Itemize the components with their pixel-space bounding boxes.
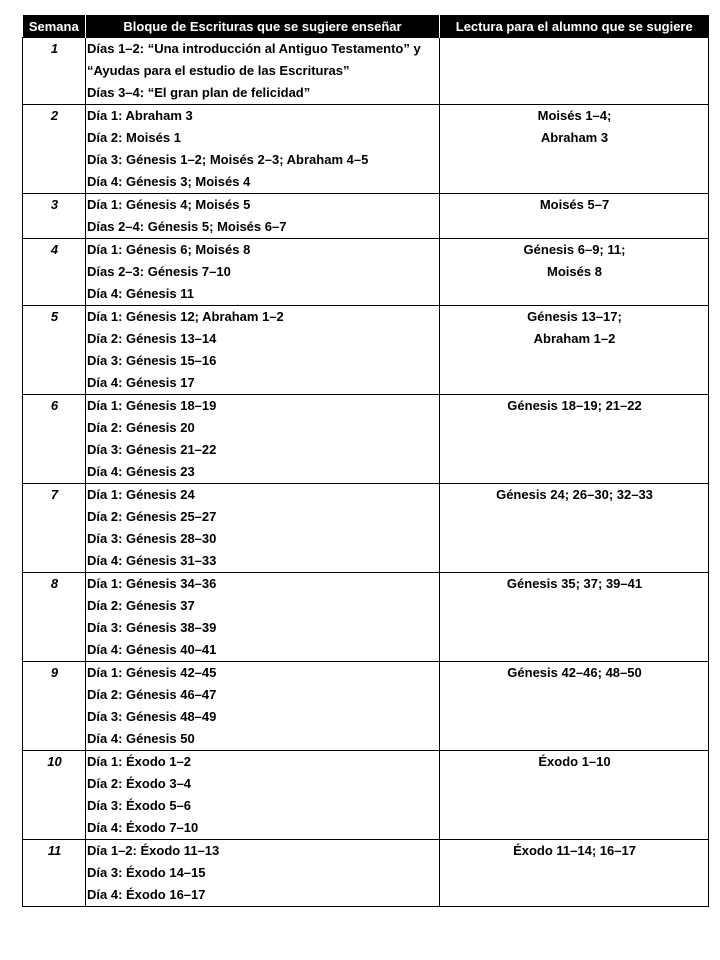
scripture-block-line: Día 3: Génesis 28–30: [87, 531, 217, 546]
student-reading-line: Éxodo 1–10: [538, 754, 611, 769]
scripture-block-cell: [86, 194, 440, 239]
scripture-block-line: Día 4: Génesis 50: [87, 731, 195, 746]
student-reading-cell: [440, 306, 709, 395]
scripture-block-line: “Ayudas para el estudio de las Escrituras”: [87, 63, 350, 78]
scripture-block-line: Día 2: Génesis 25–27: [87, 509, 217, 524]
scripture-block-line: Día 1: Génesis 42–45: [87, 665, 217, 680]
week-number: 8: [23, 573, 86, 662]
header-week: Semana: [23, 15, 86, 38]
table-row: [23, 751, 709, 840]
table-row: [23, 662, 709, 751]
header-scripture-block: Bloque de Escrituras que se sugiere enseñar: [86, 15, 440, 38]
schedule-table: [22, 15, 709, 907]
student-reading-line: Moisés 1–4;: [537, 108, 612, 123]
student-reading-cell: [440, 239, 709, 306]
scripture-block-line: Día 2: Génesis 13–14: [87, 331, 217, 346]
table-row: [23, 239, 709, 306]
scripture-block-line: Día 3: Éxodo 14–15: [87, 865, 206, 880]
scripture-block-line: Día 4: Génesis 40–41: [87, 642, 217, 657]
student-reading-line: Moisés 8: [547, 264, 602, 279]
student-reading-line: Moisés 5–7: [539, 197, 610, 212]
scripture-block-line: Días 2–4: Génesis 5; Moisés 6–7: [87, 219, 287, 234]
student-reading-line: Génesis 6–9; 11;: [523, 242, 626, 257]
student-reading-line: Éxodo 11–14; 16–17: [513, 843, 636, 858]
student-reading-line: Génesis 35; 37; 39–41: [506, 576, 643, 591]
scripture-block-line: Día 3: Génesis 38–39: [87, 620, 217, 635]
week-number: 10: [23, 751, 86, 840]
student-reading-cell: [440, 105, 709, 194]
scripture-block-line: Día 4: Génesis 23: [87, 464, 195, 479]
student-reading-cell: [440, 573, 709, 662]
scripture-block-line: Día 1: Génesis 4; Moisés 5: [87, 197, 251, 212]
table-row: [23, 840, 709, 907]
table-row: [23, 38, 709, 105]
scripture-block-line: Día 2: Moisés 1: [87, 130, 181, 145]
scripture-block-line: Día 4: Éxodo 7–10: [87, 820, 199, 835]
student-reading-cell: [440, 484, 709, 573]
scripture-block-cell: [86, 239, 440, 306]
student-reading-line: Abraham 1–2: [533, 331, 616, 346]
scripture-block-line: Día 1: Abraham 3: [87, 108, 193, 123]
scripture-block-line: Día 2: Éxodo 3–4: [87, 776, 192, 791]
scripture-block-line: Día 3: Éxodo 5–6: [87, 798, 192, 813]
week-number: 1: [23, 38, 86, 105]
student-reading-line: Abraham 3: [540, 130, 609, 145]
scripture-block-cell: [86, 662, 440, 751]
scripture-block-line: Días 3–4: “El gran plan de felicidad”: [87, 85, 311, 100]
scripture-block-cell: [86, 751, 440, 840]
scripture-block-line: Días 1–2: “Una introducción al Antiguo Testamento” y: [87, 41, 421, 56]
week-number: 3: [23, 194, 86, 239]
scripture-block-cell: [86, 38, 440, 105]
scripture-block-line: Día 2: Génesis 20: [87, 420, 195, 435]
week-number: 9: [23, 662, 86, 751]
student-reading-line: Génesis 42–46; 48–50: [507, 665, 642, 680]
student-reading-line: Génesis 13–17;: [527, 309, 622, 324]
scripture-block-cell: [86, 395, 440, 484]
week-number: 6: [23, 395, 86, 484]
week-number: 2: [23, 105, 86, 194]
table-row: [23, 573, 709, 662]
student-reading-cell: [440, 38, 709, 105]
scripture-block-line: Día 4: Génesis 3; Moisés 4: [87, 174, 251, 189]
schedule-body: [23, 38, 709, 907]
student-reading-cell: [440, 751, 709, 840]
table-row: [23, 306, 709, 395]
scripture-block-line: Días 2–3: Génesis 7–10: [87, 264, 231, 279]
scripture-block-line: Día 4: Génesis 31–33: [87, 553, 217, 568]
scripture-block-line: Día 3: Génesis 1–2; Moisés 2–3; Abraham 4–5: [87, 152, 369, 167]
scripture-block-line: Día 2: Génesis 37: [87, 598, 195, 613]
student-reading-cell: [440, 395, 709, 484]
scripture-block-cell: [86, 840, 440, 907]
scripture-block-cell: [86, 573, 440, 662]
table-row: [23, 105, 709, 194]
student-reading-line: Génesis 24; 26–30; 32–33: [496, 487, 653, 502]
week-number: 7: [23, 484, 86, 573]
scripture-block-cell: [86, 484, 440, 573]
scripture-block-line: Día 1: Génesis 6; Moisés 8: [87, 242, 251, 257]
scripture-block-line: Día 3: Génesis 48–49: [87, 709, 217, 724]
week-number: 11: [23, 840, 86, 907]
scripture-block-line: Día 4: Génesis 11: [87, 286, 194, 301]
scripture-block-line: Día 1: Éxodo 1–2: [87, 754, 192, 769]
student-reading-line: Génesis 18–19; 21–22: [507, 398, 642, 413]
table-row: [23, 395, 709, 484]
scripture-block-line: Día 1–2: Éxodo 11–13: [87, 843, 220, 858]
header-row: [23, 15, 709, 38]
student-reading-cell: [440, 194, 709, 239]
scripture-block-line: Día 4: Génesis 17: [87, 375, 195, 390]
scripture-block-line: Día 4: Éxodo 16–17: [87, 887, 206, 902]
scripture-block-line: Día 2: Génesis 46–47: [87, 687, 217, 702]
scripture-block-cell: [86, 105, 440, 194]
scripture-block-line: Día 1: Génesis 18–19: [87, 398, 217, 413]
scripture-block-line: Día 3: Génesis 15–16: [87, 353, 217, 368]
scripture-block-line: Día 1: Génesis 34–36: [87, 576, 217, 591]
scripture-block-line: Día 3: Génesis 21–22: [87, 442, 217, 457]
scripture-block-line: Día 1: Génesis 12; Abraham 1–2: [87, 309, 284, 324]
student-reading-cell: [440, 662, 709, 751]
week-number: 5: [23, 306, 86, 395]
table-row: [23, 484, 709, 573]
scripture-block-cell: [86, 306, 440, 395]
week-number: 4: [23, 239, 86, 306]
table-row: [23, 194, 709, 239]
header-student-reading: Lectura para el alumno que se sugiere: [440, 15, 709, 38]
scripture-block-line: Día 1: Génesis 24: [87, 487, 195, 502]
student-reading-cell: [440, 840, 709, 907]
